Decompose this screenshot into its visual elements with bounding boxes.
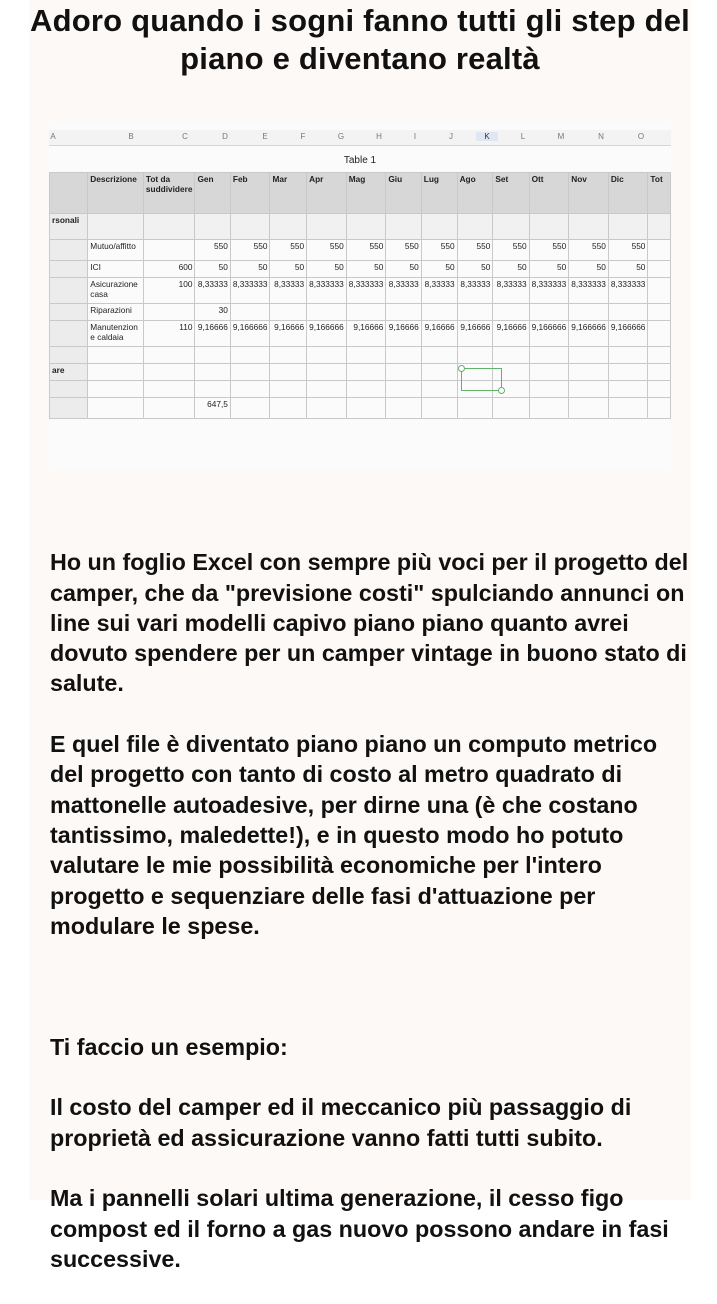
column-letter[interactable]: E (262, 132, 268, 141)
table-cell[interactable]: 8,333333 (346, 278, 386, 304)
table-cell[interactable] (307, 304, 347, 321)
table-cell[interactable]: 8,33333 (421, 278, 457, 304)
table-cell[interactable] (529, 347, 569, 364)
table-cell[interactable] (346, 347, 386, 364)
table-cell[interactable]: 8,33333 (270, 278, 307, 304)
table-cell[interactable]: 50 (346, 261, 386, 278)
table-cell[interactable]: 9,16666 (346, 321, 386, 347)
table-cell[interactable]: 9,16666 (493, 321, 529, 347)
table-cell[interactable]: 9,166666 (307, 321, 347, 347)
table-cell[interactable] (608, 398, 648, 419)
column-letter-header (49, 130, 671, 146)
table-cell[interactable] (143, 304, 195, 321)
table-row (50, 364, 671, 381)
table-cell[interactable] (421, 347, 457, 364)
header-cell[interactable]: Descrizione (88, 173, 144, 214)
table-cell[interactable] (648, 240, 671, 261)
table-cell[interactable] (346, 381, 386, 398)
table-cell[interactable] (386, 364, 421, 381)
table-cell[interactable]: 9,16666 (386, 321, 421, 347)
table-cell[interactable]: 50 (421, 261, 457, 278)
table-cell[interactable] (648, 381, 671, 398)
table-cell[interactable] (648, 214, 671, 240)
table-cell[interactable] (270, 381, 307, 398)
header-row (50, 173, 671, 214)
table-cell[interactable] (648, 364, 671, 381)
table-cell[interactable] (88, 398, 144, 419)
table-cell[interactable]: 9,16666 (457, 321, 493, 347)
table-cell[interactable] (421, 381, 457, 398)
header-cell[interactable]: Dic (608, 173, 648, 214)
table-cell[interactable] (493, 304, 529, 321)
table-cell[interactable] (270, 364, 307, 381)
table-cell[interactable] (195, 214, 230, 240)
table-cell[interactable] (346, 398, 386, 419)
table-cell[interactable]: 9,166666 (529, 321, 569, 347)
column-letter[interactable]: B (128, 132, 134, 141)
column-letter[interactable]: I (413, 132, 417, 141)
table-cell[interactable] (493, 398, 529, 419)
table-cell[interactable] (386, 381, 421, 398)
table-cell[interactable] (608, 347, 648, 364)
row-label-cell[interactable]: are (50, 364, 88, 381)
row-label-cell[interactable] (50, 321, 88, 347)
column-letter[interactable]: J (449, 132, 453, 141)
header-cell[interactable]: Mag (346, 173, 386, 214)
table-cell[interactable] (421, 364, 457, 381)
row-label-cell[interactable] (50, 347, 88, 364)
table-cell[interactable] (608, 214, 648, 240)
column-letter[interactable]: O (637, 132, 645, 141)
header-cell[interactable]: Giu (386, 173, 421, 214)
table-cell[interactable]: 550 (421, 240, 457, 261)
table-row (50, 381, 671, 398)
table-cell[interactable] (195, 347, 230, 364)
table-cell[interactable] (457, 347, 493, 364)
table-cell[interactable]: 600 (143, 261, 195, 278)
table-cell[interactable] (569, 347, 609, 364)
table-cell[interactable] (386, 304, 421, 321)
table-cell[interactable]: 550 (230, 240, 270, 261)
table-cell[interactable]: 50 (195, 261, 230, 278)
table-cell[interactable] (529, 364, 569, 381)
table-cell[interactable] (230, 347, 270, 364)
row-label-cell[interactable] (50, 240, 88, 261)
table-cell[interactable]: 50 (307, 261, 347, 278)
table-cell[interactable] (346, 364, 386, 381)
table-cell[interactable] (608, 304, 648, 321)
table-cell[interactable] (270, 214, 307, 240)
table-cell[interactable]: 550 (386, 240, 421, 261)
table-cell[interactable] (143, 364, 195, 381)
table-cell[interactable] (346, 214, 386, 240)
table-cell[interactable]: 8,333333 (230, 278, 270, 304)
table-cell[interactable] (648, 261, 671, 278)
table-cell[interactable] (648, 398, 671, 419)
table-cell[interactable] (307, 398, 347, 419)
table-cell[interactable] (307, 364, 347, 381)
header-cell[interactable]: Mar (270, 173, 307, 214)
table-cell[interactable] (493, 347, 529, 364)
table-row (50, 304, 671, 321)
table-cell[interactable] (421, 398, 457, 419)
table-row (50, 347, 671, 364)
table-cell[interactable]: Manutenzion e caldaia (88, 321, 144, 347)
table-cell[interactable]: 647,5 (195, 398, 230, 419)
row-label-cell[interactable] (50, 261, 88, 278)
table-cell[interactable]: 8,33333 (493, 278, 529, 304)
column-letter[interactable]: C (182, 132, 188, 141)
table-cell[interactable] (648, 304, 671, 321)
table-cell[interactable]: 550 (569, 240, 609, 261)
table-cell[interactable]: 30 (195, 304, 230, 321)
column-letter[interactable]: N (598, 132, 604, 141)
table-cell[interactable] (529, 381, 569, 398)
table-cell[interactable] (307, 214, 347, 240)
table-row (50, 321, 671, 347)
table-cell[interactable] (346, 304, 386, 321)
article-body (50, 517, 690, 1304)
header-cell[interactable] (50, 173, 88, 214)
table-cell[interactable] (569, 214, 609, 240)
column-letter[interactable]: A (50, 132, 56, 141)
column-letter[interactable]: D (222, 132, 228, 141)
table-cell[interactable] (230, 304, 270, 321)
table-row (50, 278, 671, 304)
table-cell[interactable] (88, 381, 144, 398)
table-cell[interactable] (307, 347, 347, 364)
header-cell[interactable]: Ago (457, 173, 493, 214)
table-row (50, 214, 671, 240)
table-cell[interactable] (195, 381, 230, 398)
table-cell[interactable] (230, 398, 270, 419)
column-letter[interactable]: H (376, 132, 382, 141)
table-row (50, 261, 671, 278)
header-cell[interactable]: Lug (421, 173, 457, 214)
column-letter[interactable]: M (557, 132, 565, 141)
table-cell[interactable] (493, 214, 529, 240)
table-cell[interactable]: 50 (608, 261, 648, 278)
table-cell[interactable] (648, 278, 671, 304)
table-cell[interactable] (143, 398, 195, 419)
table-cell[interactable]: Asicurazione casa (88, 278, 144, 304)
header-cell[interactable]: Gen (195, 173, 230, 214)
selected-cell-indicator (461, 368, 502, 391)
table-cell[interactable]: 50 (230, 261, 270, 278)
table-cell[interactable] (307, 381, 347, 398)
table-cell[interactable]: 8,333333 (529, 278, 569, 304)
table-cell[interactable]: 8,33333 (457, 278, 493, 304)
row-label-cell[interactable] (50, 278, 88, 304)
table-cell[interactable] (421, 304, 457, 321)
header-cell[interactable]: Apr (307, 173, 347, 214)
table-cell[interactable] (195, 364, 230, 381)
table-cell[interactable]: 550 (195, 240, 230, 261)
table-cell[interactable]: 550 (457, 240, 493, 261)
table-cell[interactable] (648, 321, 671, 347)
table-cell[interactable]: 9,166666 (230, 321, 270, 347)
table-cell[interactable] (270, 347, 307, 364)
table-cell[interactable]: ICI (88, 261, 144, 278)
table-cell[interactable]: 100 (143, 278, 195, 304)
table-cell[interactable]: 8,333333 (307, 278, 347, 304)
table-cell[interactable] (648, 347, 671, 364)
table-cell[interactable] (608, 381, 648, 398)
spreadsheet-grid (49, 172, 671, 419)
table-row (50, 240, 671, 261)
table-cell[interactable]: 550 (608, 240, 648, 261)
table-cell[interactable] (529, 398, 569, 419)
table-cell[interactable]: 50 (493, 261, 529, 278)
table-cell[interactable]: 550 (493, 240, 529, 261)
table-cell[interactable]: 9,16666 (195, 321, 230, 347)
paragraph-4: Il costo del camper ed il meccanico più passaggio di proprietà ed assicurazione vanno fatti tutti subito. (50, 1094, 632, 1151)
header-cell[interactable]: Tot da suddividere (143, 173, 195, 214)
header-cell[interactable]: Nov (569, 173, 609, 214)
table-row (50, 398, 671, 419)
header-cell[interactable]: Feb (230, 173, 270, 214)
table-cell[interactable]: 50 (569, 261, 609, 278)
table-cell[interactable]: 9,16666 (270, 321, 307, 347)
paragraph-2: E quel file è diventato piano piano un computo metrico del progetto con tanto di costo al metro quadrato di mattonelle autoadesive, per dirne una (è che costano tantissimo, maledette!), e in questo modo ho potuto valutare le mie possibilità economiche per l'intero progetto e sequenziare delle fasi d'attuazione per modulare le spese. (50, 731, 658, 939)
table-cell[interactable] (457, 214, 493, 240)
table-cell[interactable] (270, 398, 307, 419)
table-cell[interactable] (421, 214, 457, 240)
table-cell[interactable]: 550 (270, 240, 307, 261)
table-cell[interactable] (569, 381, 609, 398)
table-cell[interactable] (88, 364, 144, 381)
table-cell[interactable] (569, 364, 609, 381)
table-cell[interactable]: 550 (307, 240, 347, 261)
column-letter[interactable]: F (300, 132, 306, 141)
table-cell[interactable] (143, 214, 195, 240)
table-cell[interactable]: 9,166666 (569, 321, 609, 347)
table-cell[interactable]: 110 (143, 321, 195, 347)
table-cell[interactable] (608, 364, 648, 381)
table-cell[interactable]: Riparazioni (88, 304, 144, 321)
table-cell[interactable]: Mutuo/affitto (88, 240, 144, 261)
table-cell[interactable]: 9,166666 (608, 321, 648, 347)
column-letter[interactable]: K (476, 132, 498, 141)
table-cell[interactable] (569, 304, 609, 321)
table-cell[interactable] (143, 240, 195, 261)
row-label-cell[interactable] (50, 381, 88, 398)
table-cell[interactable] (457, 398, 493, 419)
table-cell[interactable]: 8,333333 (608, 278, 648, 304)
table-cell[interactable]: 8,33333 (195, 278, 230, 304)
table-cell[interactable]: 50 (457, 261, 493, 278)
table-cell[interactable] (569, 398, 609, 419)
table-cell[interactable]: 50 (270, 261, 307, 278)
table-cell[interactable] (230, 214, 270, 240)
table-cell[interactable] (88, 347, 144, 364)
table-cell[interactable] (270, 304, 307, 321)
table-cell[interactable] (230, 381, 270, 398)
header-cell[interactable]: Tot (648, 173, 671, 214)
table-cell[interactable]: 8,33333 (386, 278, 421, 304)
column-letter[interactable]: G (337, 132, 345, 141)
table-cell[interactable]: 50 (386, 261, 421, 278)
table-cell[interactable]: 550 (529, 240, 569, 261)
table-cell[interactable] (457, 304, 493, 321)
table-cell[interactable] (386, 398, 421, 419)
table-cell[interactable] (529, 214, 569, 240)
paragraph-3: Ti faccio un esempio: (50, 1033, 288, 1060)
header-cell[interactable]: Set (493, 173, 529, 214)
table-title: Table 1 (343, 155, 377, 166)
column-letter[interactable]: L (520, 132, 526, 141)
paragraph-5: Ma i pannelli solari ultima generazione, il cesso figo compost ed il forno a gas nuovo possono andare in fasi successive. (50, 1185, 669, 1272)
row-label-cell[interactable] (50, 304, 88, 321)
table-cell[interactable] (143, 347, 195, 364)
row-label-cell[interactable] (50, 398, 88, 419)
table-cell[interactable] (529, 304, 569, 321)
page-title: Adoro quando i sogni fanno tutti gli step del piano e diventano realtà (30, 3, 690, 76)
table-cell[interactable] (143, 381, 195, 398)
table-cell[interactable] (386, 347, 421, 364)
table-cell[interactable]: 8,333333 (569, 278, 609, 304)
spreadsheet-screenshot (49, 122, 671, 470)
table-cell[interactable]: 50 (529, 261, 569, 278)
table-cell[interactable] (88, 214, 144, 240)
header-cell[interactable]: Ott (529, 173, 569, 214)
paragraph-1: Ho un foglio Excel con sempre più voci per il progetto del camper, che da "previsione costi" spulciando annunci on line sui vari modelli capivo piano piano quanto avrei dovuto spendere per un camper vintage in buono stato di salute. (50, 549, 689, 697)
table-cell[interactable] (230, 364, 270, 381)
table-cell[interactable] (386, 214, 421, 240)
table-cell[interactable]: 9,16666 (421, 321, 457, 347)
row-label-cell[interactable]: rsonali (50, 214, 88, 240)
table-cell[interactable]: 550 (346, 240, 386, 261)
